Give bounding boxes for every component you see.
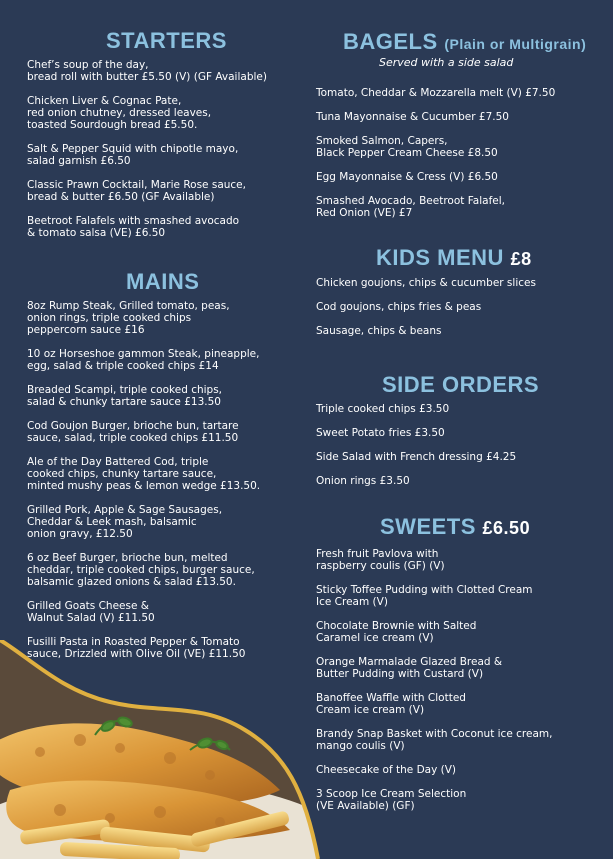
menu-item: Cod goujons, chips fries & peas	[316, 301, 482, 313]
bagels-subtitle: Served with a side salad	[379, 56, 514, 69]
starters-heading: STARTERS	[106, 28, 227, 53]
menu-item: Chicken Liver & Cognac Pate, red onion chutney, dressed leaves, toasted Sourdough bread £5.50.	[27, 95, 212, 131]
menu-item: Sweet Potato fries £3.50	[316, 427, 445, 439]
menu-item: Beetroot Falafels with smashed avocado & tomato salsa (VE) £6.50	[27, 215, 240, 239]
menu-item: Grilled Pork, Apple & Sage Sausages, Cheddar & Leek mash, balsamic onion gravy, £12.50	[27, 504, 223, 540]
sweets-price: £6.50	[482, 518, 531, 538]
fish-and-chips-photo	[0, 640, 330, 859]
menu-item: Chef’s soup of the day, bread roll with butter £5.50 (V) (GF Available)	[27, 59, 267, 83]
bagels-heading-note: (Plain or Multigrain)	[444, 36, 587, 52]
menu-item: Triple cooked chips £3.50	[316, 403, 450, 415]
menu-item: Tuna Mayonnaise & Cucumber £7.50	[316, 111, 509, 123]
kids-menu-heading: KIDS MENU £8	[376, 245, 532, 270]
menu-item: Classic Prawn Cocktail, Marie Rose sauce, bread & butter £6.50 (GF Available)	[27, 179, 246, 203]
menu-item: Brandy Snap Basket with Coconut ice cream, mango coulis (V)	[316, 728, 553, 752]
side-orders-heading: SIDE ORDERS	[382, 372, 540, 397]
fish-and-chips-illustration	[0, 640, 330, 859]
menu-item: Banoffee Waffle with Clotted Cream ice cream (V)	[316, 692, 466, 716]
mains-heading: MAINS	[126, 269, 200, 294]
menu-item: Tomato, Cheddar & Mozzarella melt (V) £7.50	[316, 87, 556, 99]
menu-item: Side Salad with French dressing £4.25	[316, 451, 517, 463]
menu-item: Cheesecake of the Day (V)	[316, 764, 457, 776]
menu-item: Cod Goujon Burger, brioche bun, tartare sauce, salad, triple cooked chips £11.50	[27, 420, 239, 444]
menu-item: 10 oz Horseshoe gammon Steak, pineapple, egg, salad & triple cooked chips £14	[27, 348, 260, 372]
menu-item: Sausage, chips & beans	[316, 325, 442, 337]
menu-item: Fresh fruit Pavlova with raspberry coulis (GF) (V)	[316, 548, 445, 572]
menu-item: Fusilli Pasta in Roasted Pepper & Tomato sauce, Drizzled with Olive Oil (VE) £11.50	[27, 636, 246, 660]
bagels-heading: BAGELS (Plain or Multigrain)	[343, 29, 587, 54]
menu-item: Ale of the Day Battered Cod, triple cooked chips, chunky tartare sauce, minted mushy peas & lemon wedge £13.50.	[27, 456, 261, 492]
menu-item: Breaded Scampi, triple cooked chips, salad & chunky tartare sauce £13.50	[27, 384, 223, 408]
menu-item: Smoked Salmon, Capers, Black Pepper Cream Cheese £8.50	[316, 135, 498, 159]
menu-item: 3 Scoop Ice Cream Selection (VE Available) (GF)	[316, 788, 467, 812]
menu-item: Chocolate Brownie with Salted Caramel ice cream (V)	[316, 620, 477, 644]
menu-item: Orange Marmalade Glazed Bread & Butter Pudding with Custard (V)	[316, 656, 503, 680]
menu-item: Sticky Toffee Pudding with Clotted Cream Ice Cream (V)	[316, 584, 533, 608]
menu-item: Grilled Goats Cheese & Walnut Salad (V) £11.50	[27, 600, 155, 624]
menu-item: Smashed Avocado, Beetroot Falafel, Red Onion (VE) £7	[316, 195, 505, 219]
kids-menu-price: £8	[510, 249, 532, 269]
menu-item: 6 oz Beef Burger, brioche bun, melted cheddar, triple cooked chips, burger sauce, balsamic glazed onions & salad £13.50.	[27, 552, 255, 588]
sweets-heading: SWEETS £6.50	[380, 514, 531, 539]
menu-item: 8oz Rump Steak, Grilled tomato, peas, onion rings, triple cooked chips peppercorn sauce £16	[27, 300, 230, 336]
menu-item: Chicken goujons, chips & cucumber slices	[316, 277, 536, 289]
menu-item: Onion rings £3.50	[316, 475, 410, 487]
menu-item: Egg Mayonnaise & Cress (V) £6.50	[316, 171, 498, 183]
menu-item: Salt & Pepper Squid with chipotle mayo, salad garnish £6.50	[27, 143, 239, 167]
